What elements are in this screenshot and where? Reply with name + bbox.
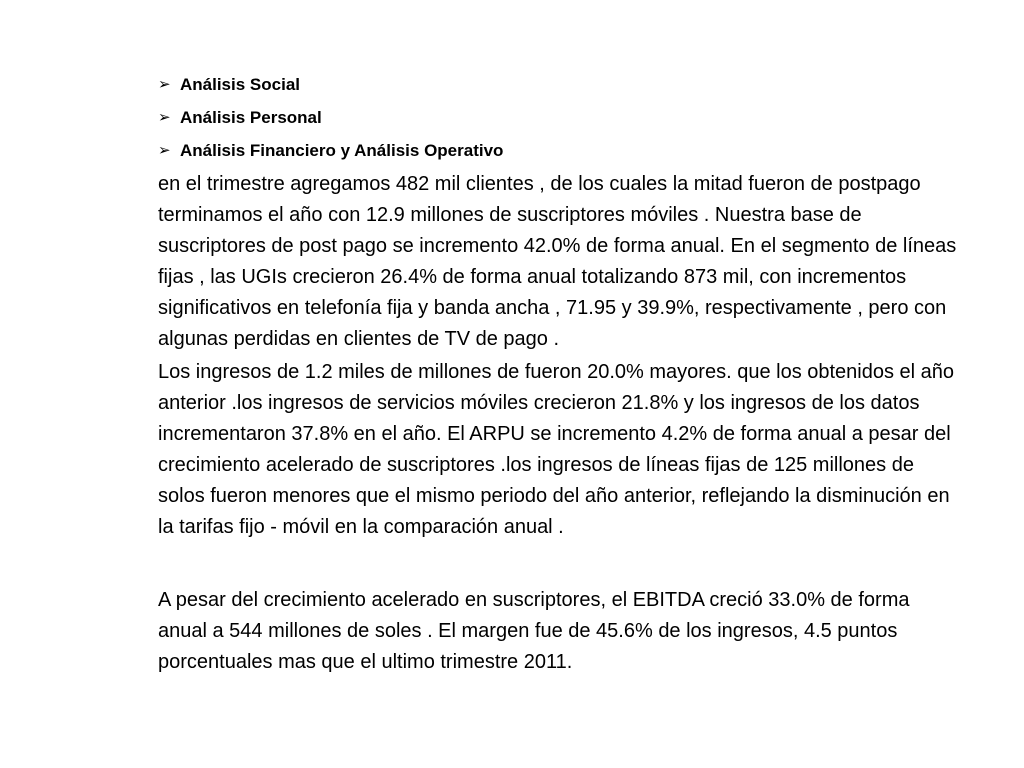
paragraph-ebitda: A pesar del crecimiento acelerado en suscriptores, el EBITDA creció 33.0% de forma anual a 544 millones de soles . El margen fue de 45.6% de los ingresos, 4.5 puntos porcentuales mas que el ultimo trimestre 2011. <box>158 589 910 673</box>
bullet-item-analisis-personal <box>158 101 503 134</box>
bullet-label: Análisis Personal <box>180 107 322 127</box>
bullet-label: Análisis Social <box>180 74 300 94</box>
bullet-item-analisis-financiero <box>158 134 503 167</box>
arrow-bullet-icon: ➢ <box>158 76 171 93</box>
arrow-bullet-icon: ➢ <box>158 142 171 159</box>
bullet-list <box>158 68 503 167</box>
arrow-bullet-icon: ➢ <box>158 109 171 126</box>
paragraph-ingresos: Los ingresos de 1.2 miles de millones de fueron 20.0% mayores. que los obtenidos el año anterior .los ingresos de servicios móviles crecieron 21.8% y los ingresos de los datos incrementaron 37.8% en el año. El ARPU se incremento 4.2% de forma anual a pesar del crecimiento acelerado de suscriptores .los ingresos de líneas fijas de 125 millones de solos fueron menores que el mismo periodo del año anterior, reflejando la disminución en la tarifas fijo - móvil en la comparación anual . <box>158 361 955 538</box>
bullet-item-analisis-social <box>158 68 503 101</box>
paragraph-clientes: en el trimestre agregamos 482 mil clientes , de los cuales la mitad fueron de postpago terminamos el año con 12.9 millones de suscriptores móviles . Nuestra base de suscriptores de post pago se incremento 42.0% de forma anual. En el segmento de líneas fijas , las UGIs crecieron 26.4% de forma anual totalizando 873 mil, con incrementos significativos en telefonía fija y banda ancha , 71.95 y 39.9%, respectivamente , pero con algunas perdidas en clientes de TV de pago . <box>158 173 957 350</box>
bullet-label: Análisis Financiero y Análisis Operativo <box>180 140 504 160</box>
